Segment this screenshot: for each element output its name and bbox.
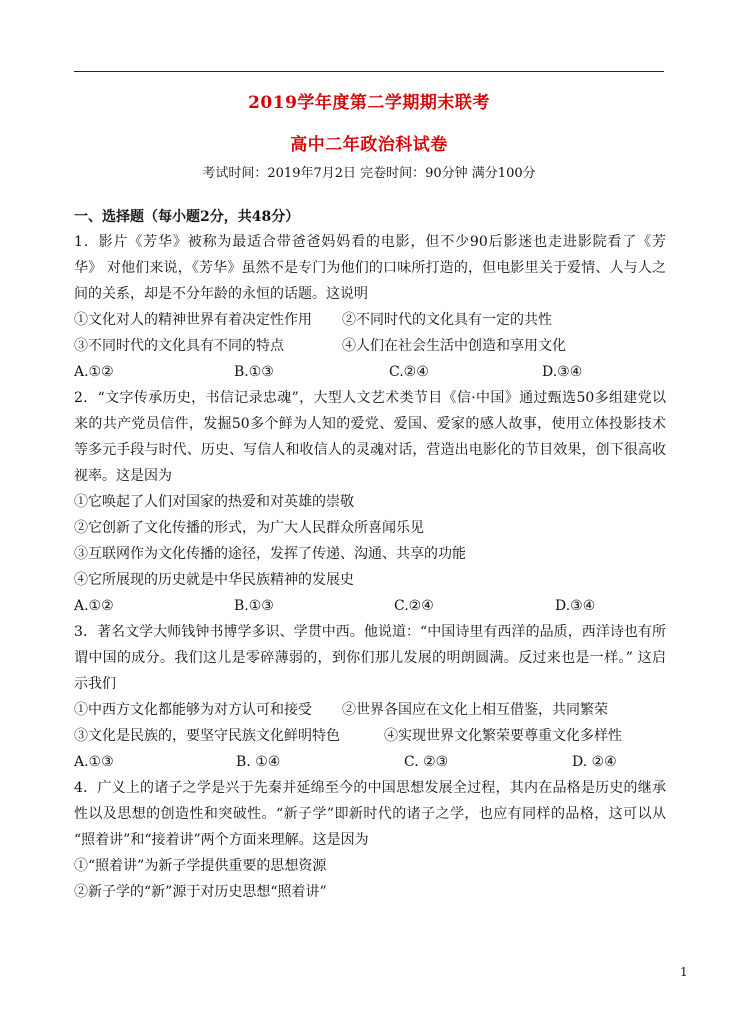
question-stem-line: 间的关系，却是不分年龄的永恒的话题。这说明: [74, 286, 368, 302]
answer-choice-d: D.③④: [542, 364, 583, 380]
answer-choice-d: D.③④: [555, 598, 596, 614]
answer-choice-c: C. ②③: [404, 754, 449, 770]
statement: ③文化是民族的，要坚守民族文化鲜明特色: [74, 728, 340, 744]
statement: ②世界各国应在文化上相互借鉴，共同繁荣: [342, 702, 608, 718]
question-2: [74, 385, 666, 619]
answer-choice-c: C.②④: [389, 364, 429, 380]
question-stem-line: 3．著名文学大师钱钟书博学多识、学贯中西。他说道：“中国诗里有西洋的品质，西洋诗也有所: [74, 624, 666, 640]
section-heading: 一、选择题（每小题2分，共48分）: [74, 209, 300, 225]
statement: ④人们在社会生活中创造和享用文化: [342, 338, 566, 354]
question-stem-line: 示我们: [74, 676, 116, 692]
question-1: [74, 229, 666, 385]
statement: ③不同时代的文化具有不同的特点: [74, 338, 284, 354]
statement: ①它唤起了人们对国家的热爱和对英雄的崇敬: [74, 494, 354, 510]
statement: ④实现世界文化繁荣要尊重文化多样性: [384, 728, 622, 744]
exam-info: 考试时间：2019年7月2日 完卷时间：90分钟 满分100分: [202, 166, 536, 181]
exam-content: [74, 205, 666, 905]
statement: ②新子学的“新”源于对历史思想“照着讲”: [74, 884, 327, 900]
question-stem-line: 1．影片《芳华》被称为最适合带爸爸妈妈看的电影，但不少90后影迷也走进影院看了《芳: [74, 234, 666, 250]
answer-choice-b: B.①③: [234, 598, 274, 614]
question-stem-line: 2．“文字传承历史，书信记录忠魂”，大型人文艺术类节目《信·中国》通过甄选50多组建党以: [74, 390, 666, 406]
answer-choice-d: D. ②④: [572, 754, 617, 770]
statement: ③互联网作为文化传播的途径，发挥了传递、沟通、共享的功能: [74, 546, 466, 562]
question-stem-line: 视率。这是因为: [74, 468, 172, 484]
answer-choices: [74, 359, 666, 385]
question-stem-line: 华》 对他们来说，《芳华》虽然不是专门为他们的口味所打造的，但电影里关于爱情、人与人之: [74, 260, 666, 276]
statement: ①“照着讲”为新子学提供重要的思想资源: [74, 858, 327, 874]
answer-choice-b: B.①③: [234, 364, 274, 380]
answer-choices: [74, 749, 666, 775]
answer-choice-a: A.①②: [74, 598, 114, 614]
answer-choice-b: B. ①④: [236, 754, 281, 770]
question-stem-line: 性以及思想的创造性和突破性。“新子学”即新时代的诸子之学，也应有同样的品格，这可以从: [74, 806, 666, 822]
question-stem-line: “照着讲”和“接着讲”两个方面来理解。这是因为: [74, 832, 369, 848]
question-stem-line: 来的共产党员信件，发掘50多个鲜为人知的爱党、爱国、爱家的感人故事，使用立体投影技术: [74, 416, 666, 432]
question-stem-line: 谓中国的成分。我们这儿是零碎薄弱的，到你们那儿发展的明朗圆满。反过来也是一样。” 这启: [74, 650, 666, 666]
question-stem-line: 等多元手段与时代、历史、写信人和收信人的灵魂对话，营造出电影化的节目效果，创下很高收: [74, 442, 666, 458]
statement-row: [74, 333, 666, 359]
answer-choices: [74, 593, 666, 619]
statement: ②不同时代的文化具有一定的共性: [342, 312, 552, 328]
answer-choice-a: A.①②: [74, 364, 114, 380]
statement-row: [74, 307, 666, 333]
exam-subtitle: 高中二年政治科试卷: [290, 135, 448, 155]
question-stem-line: 4．广义上的诸子之学是兴于先秦并延绵至今的中国思想发展全过程，其内在品格是历史的继承: [74, 780, 666, 796]
page-number: 1: [680, 965, 688, 979]
statement-row: [74, 723, 666, 749]
statement: ④它所展现的历史就是中华民族精神的发展史: [74, 572, 354, 588]
statement: ①文化对人的精神世界有着决定性作用: [74, 312, 312, 328]
exam-title: 2019学年度第二学期期末联考: [248, 93, 490, 113]
statement: ①中西方文化都能够为对方认可和接受: [74, 702, 312, 718]
answer-choice-a: A.①③: [74, 754, 114, 770]
question-3: [74, 619, 666, 775]
statement-row: [74, 697, 666, 723]
statement: ②它创新了文化传播的形式，为广大人民群众所喜闻乐见: [74, 520, 424, 536]
answer-choice-c: C.②④: [394, 598, 434, 614]
question-4: [74, 775, 666, 905]
header-rule: [74, 71, 664, 72]
